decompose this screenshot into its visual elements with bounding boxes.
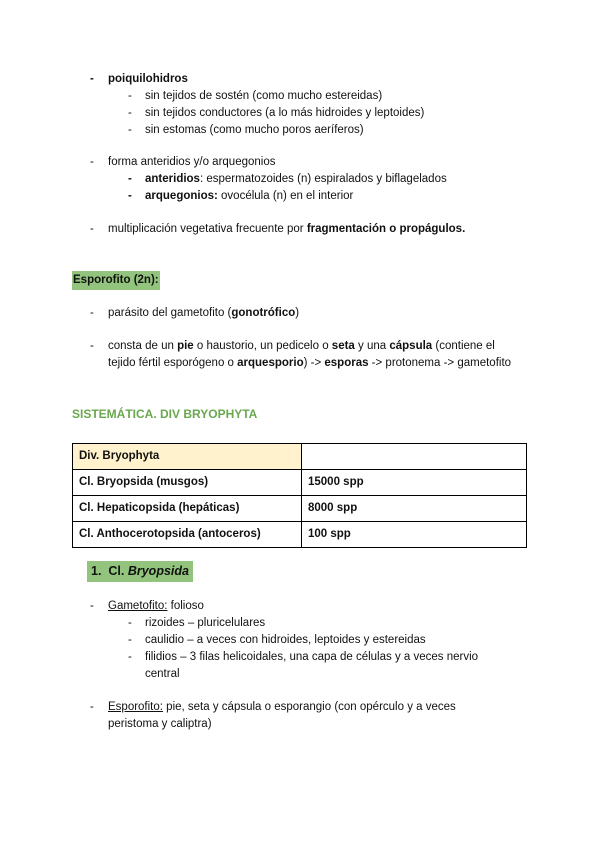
table-cell: Cl. Hepaticopsida (hepáticas) <box>73 496 302 522</box>
table-cell: 8000 spp <box>302 496 527 522</box>
list-item: rizoides – pluricelulares <box>145 617 266 629</box>
bullet-dash: - <box>90 223 94 235</box>
sub-bullet-dash: - <box>128 617 132 629</box>
bryopsida-heading: 1. Cl. Bryopsida <box>87 561 193 582</box>
taxonomy-table <box>72 443 527 548</box>
table-row <box>73 522 527 548</box>
sub-bullet-dash: - <box>128 107 132 119</box>
bullet-dash: - <box>90 156 94 168</box>
bullet-dash: - <box>90 73 94 85</box>
table-cell: Cl. Anthocerotopsida (antoceros) <box>73 522 302 548</box>
bullet-dash: - <box>90 701 94 713</box>
table-header-cell: Div. Bryophyta <box>73 444 302 470</box>
list-item-continuation: central <box>145 668 180 680</box>
poiquilohidros-heading: poiquilohidros <box>108 73 188 85</box>
bullet-dash: - <box>90 340 94 352</box>
list-item: filidios – 3 filas helicoidales, una capa de células y a veces nervio <box>145 651 479 663</box>
esporofito-heading: Esporofito (2n): <box>72 271 160 290</box>
list-item: sin tejidos conductores (a lo más hidroides y leptoides) <box>145 107 425 119</box>
consta-item-line2: tejido fértil esporógeno o arquesporio) -> esporas -> protonema -> gametofito <box>108 357 512 369</box>
anteridios-item: anteridios: espermatozoides (n) espiralados y biflagelados <box>145 173 447 185</box>
list-item: sin estomas (como mucho poros aeríferos) <box>145 124 364 136</box>
esporofito-item-line2: peristoma y caliptra) <box>108 718 212 730</box>
list-item: sin tejidos de sostén (como mucho estereidas) <box>145 90 383 102</box>
sub-bullet-dash: - <box>128 190 132 202</box>
esporofito-item-line1: Esporofito: pie, seta y cápsula o esporangio (con opérculo y a veces <box>108 701 456 713</box>
table-header-row <box>73 444 527 470</box>
sub-bullet-dash: - <box>128 634 132 646</box>
sub-bullet-dash: - <box>128 173 132 185</box>
bullet-dash: - <box>90 600 94 612</box>
section-title: SISTEMÁTICA. DIV BRYOPHYTA <box>72 407 258 421</box>
gametofito-item: Gametofito: folioso <box>108 600 204 612</box>
sub-bullet-dash: - <box>128 90 132 102</box>
sub-bullet-dash: - <box>128 124 132 136</box>
arquegonios-item: arquegonios: ovocélula (n) en el interior <box>145 190 354 202</box>
bullet-dash: - <box>90 307 94 319</box>
table-cell: 15000 spp <box>302 470 527 496</box>
table-cell: 100 spp <box>302 522 527 548</box>
table-row <box>73 496 527 522</box>
consta-item-line1: consta de un pie o haustorio, un pedicelo o seta y una cápsula (contiene el <box>108 340 495 352</box>
table-header-cell <box>302 444 527 470</box>
parasito-item: parásito del gametofito (gonotrófico) <box>108 307 300 319</box>
table-cell: Cl. Bryopsida (musgos) <box>73 470 302 496</box>
list-item: caulidio – a veces con hidroides, leptoides y estereidas <box>145 634 426 646</box>
list-item: forma anteridios y/o arquegonios <box>108 156 276 168</box>
sub-bullet-dash: - <box>128 651 132 663</box>
table-row <box>73 470 527 496</box>
multiplicacion-item: multiplicación vegetativa frecuente por fragmentación o propágulos. <box>108 223 466 235</box>
